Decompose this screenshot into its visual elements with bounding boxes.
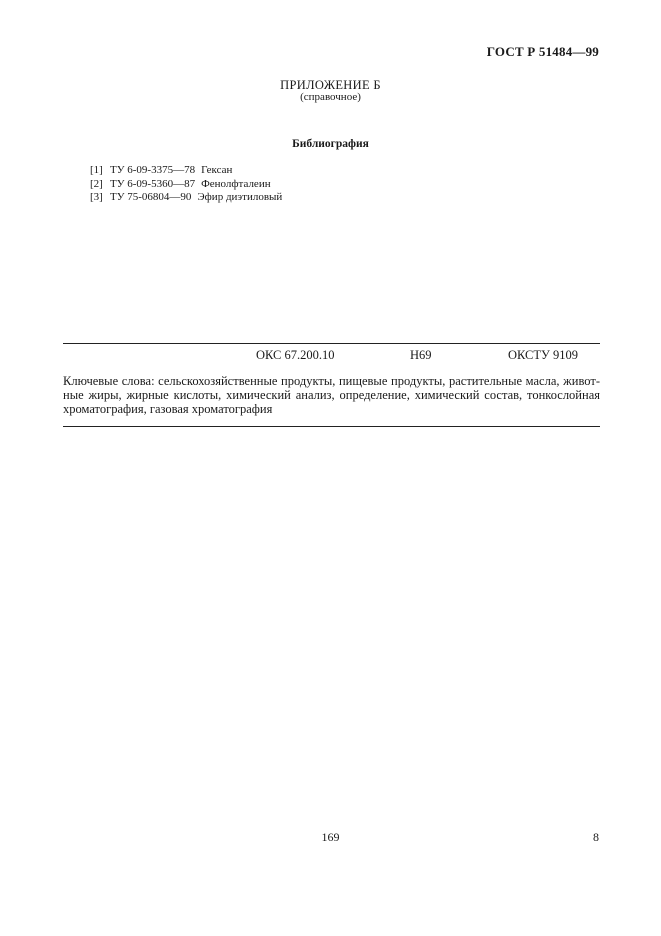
bibliography-item-code: ТУ 75-06804—90: [110, 191, 192, 203]
bibliography-item: [90, 164, 282, 178]
h-code: Н69: [410, 348, 432, 362]
keywords-line: ные жиры, жирные кислоты, химический анализ, определение, химический состав, тонкослойная: [63, 388, 600, 402]
okc-code: ОКС 67.200.10: [256, 348, 335, 362]
bibliography-item-number: [1]: [90, 164, 103, 176]
page-number: 169: [321, 830, 340, 844]
bibliography-item-name: Гексан: [201, 164, 233, 176]
bibliography-item-number: [3]: [90, 191, 103, 203]
bibliography-item-name: Фенолфталеин: [201, 177, 271, 190]
keywords-line: хроматография, газовая хроматография: [63, 402, 273, 416]
bibliography-item-code: ТУ 6-09-5360—87: [110, 177, 196, 190]
bibliography-item-code: ТУ 6-09-3375—78: [110, 164, 196, 176]
bibliography-item-name: Эфир диэтиловый: [197, 191, 283, 203]
bibliography-item: [90, 191, 282, 205]
appendix-title: ПРИЛОЖЕНИЕ Б: [280, 78, 381, 92]
keywords-block: [63, 374, 600, 416]
keywords-line: Ключевые слова: сельскохозяйственные продукты, пищевые продукты, растительные масла, живот-: [63, 374, 600, 388]
bottom-divider: [63, 426, 600, 427]
bibliography-heading: Библиография: [292, 138, 369, 150]
bibliography-item: [90, 178, 282, 192]
bibliography-list: [90, 164, 282, 205]
appendix-subtitle: (справочное): [300, 91, 361, 103]
bibliography-item-number: [2]: [90, 177, 103, 190]
document-code: ГОСТ Р 51484—99: [486, 44, 599, 59]
okstu-code: ОКСТУ 9109: [508, 348, 579, 362]
sheet-number: 8: [593, 830, 599, 844]
top-divider: [63, 343, 600, 344]
